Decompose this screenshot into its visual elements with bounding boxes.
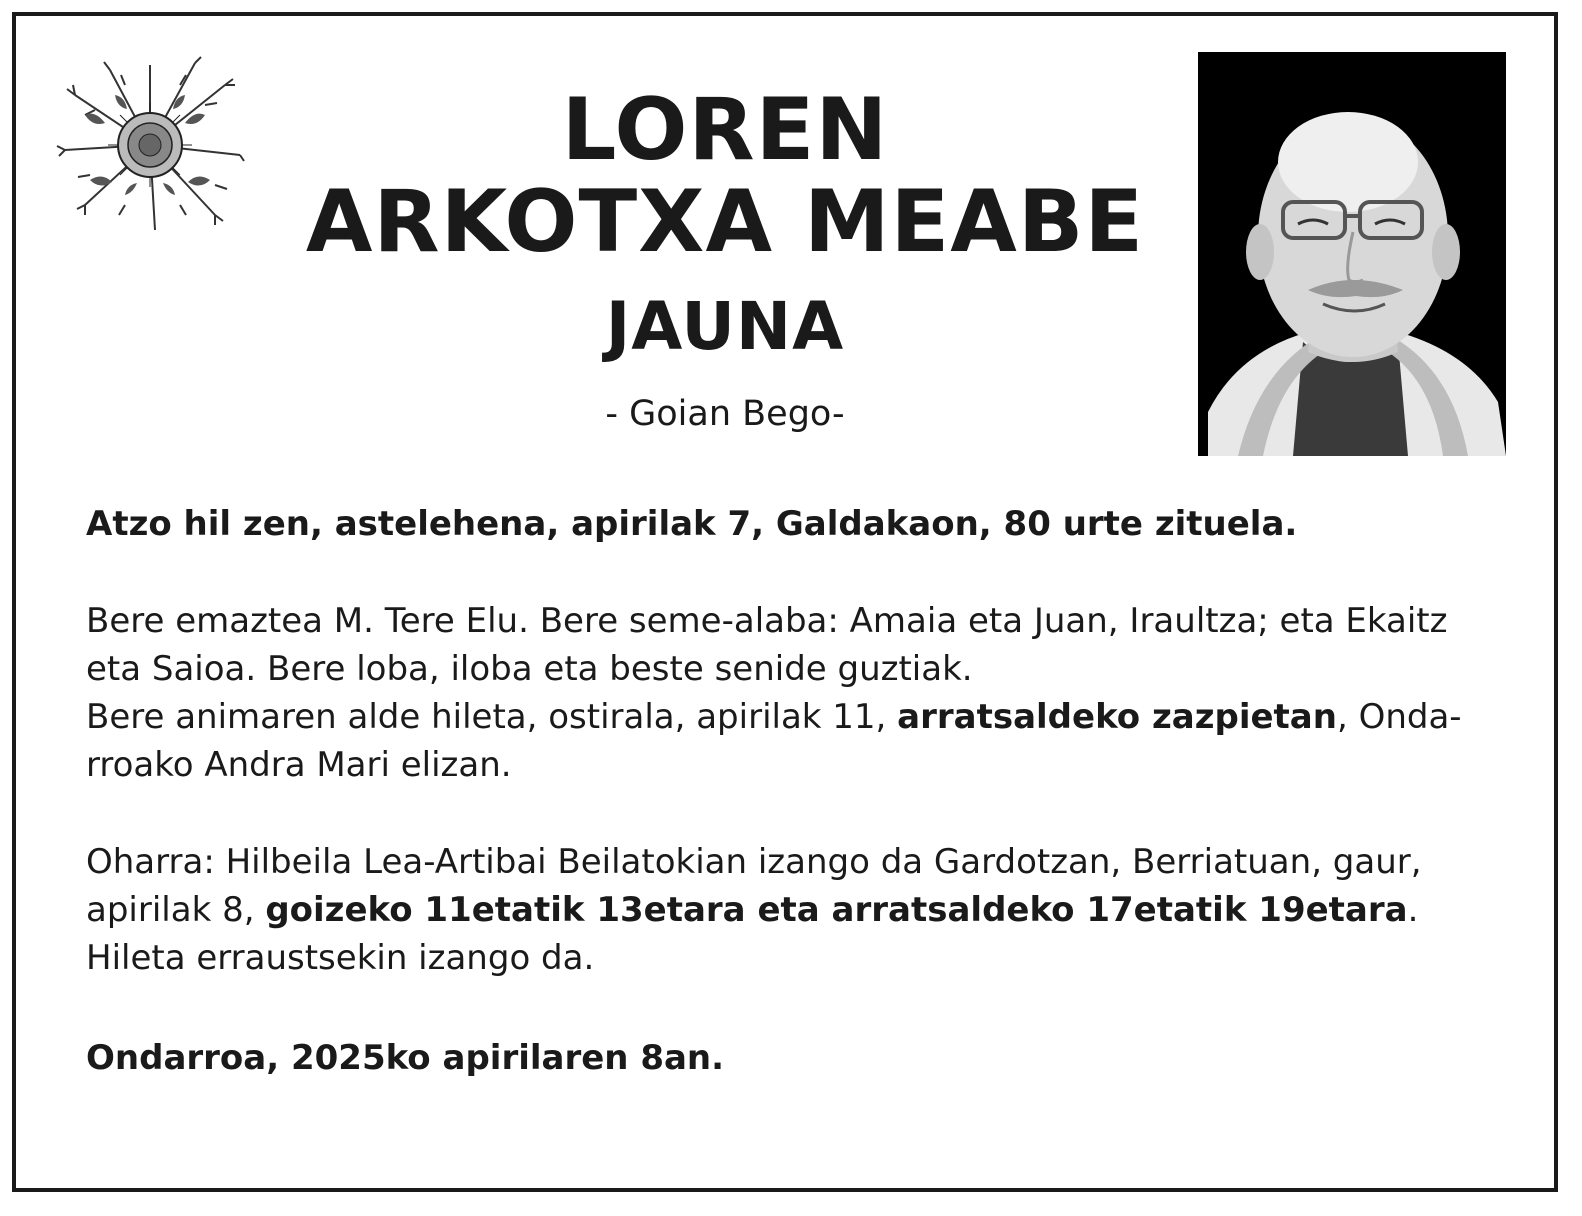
note-text-before: apirilak 8, [86, 890, 266, 930]
portrait-photo [1198, 52, 1506, 456]
note-hours: goizeko 11etatik 13etara eta arratsaldeko 17etatik 19etara [265, 890, 1408, 930]
family-line-2: eta Saioa. Bere loba, iloba eta beste senide guztiak. [86, 649, 973, 689]
family-line-1: Bere emaztea M. Tere Elu. Bere seme-alaba: Amaia eta Juan, Iraultza; eta Ekaitz [86, 601, 1448, 641]
thistle-icon [55, 55, 245, 235]
note-paragraph [86, 838, 1482, 982]
death-notice: Atzo hil zen, astelehena, apirilak 7, Galdakaon, 80 urte zituela. [86, 504, 1298, 544]
funeral-text-before: Bere animaren alde hileta, ostirala, apirilak 11, [86, 697, 898, 737]
funeral-line-1 [86, 693, 1482, 741]
funeral-time: arratsaldeko zazpietan [897, 697, 1337, 737]
note-line-3: Hileta erraustsekin izango da. [86, 938, 595, 978]
note-text-after: . [1407, 890, 1419, 930]
funeral-line-2: rroako Andra Mari elizan. [86, 745, 512, 785]
note-line-1: Oharra: Hilbeila Lea-Artibai Beilatokian izango da Gardotzan, Berriatuan, gaur, [86, 842, 1422, 882]
funeral-paragraph [86, 693, 1482, 789]
funeral-text-after: , Onda- [1336, 697, 1462, 737]
first-name: LOREN [561, 80, 889, 180]
subtitle: - Goian Bego- [605, 394, 845, 434]
note-line-2 [86, 886, 1482, 934]
place-date: Ondarroa, 2025ko apirilaren 8an. [86, 1038, 725, 1078]
family-paragraph [86, 597, 1482, 693]
surnames: ARKOTXA MEABE [305, 172, 1145, 272]
honorific: JAUNA [605, 288, 845, 365]
